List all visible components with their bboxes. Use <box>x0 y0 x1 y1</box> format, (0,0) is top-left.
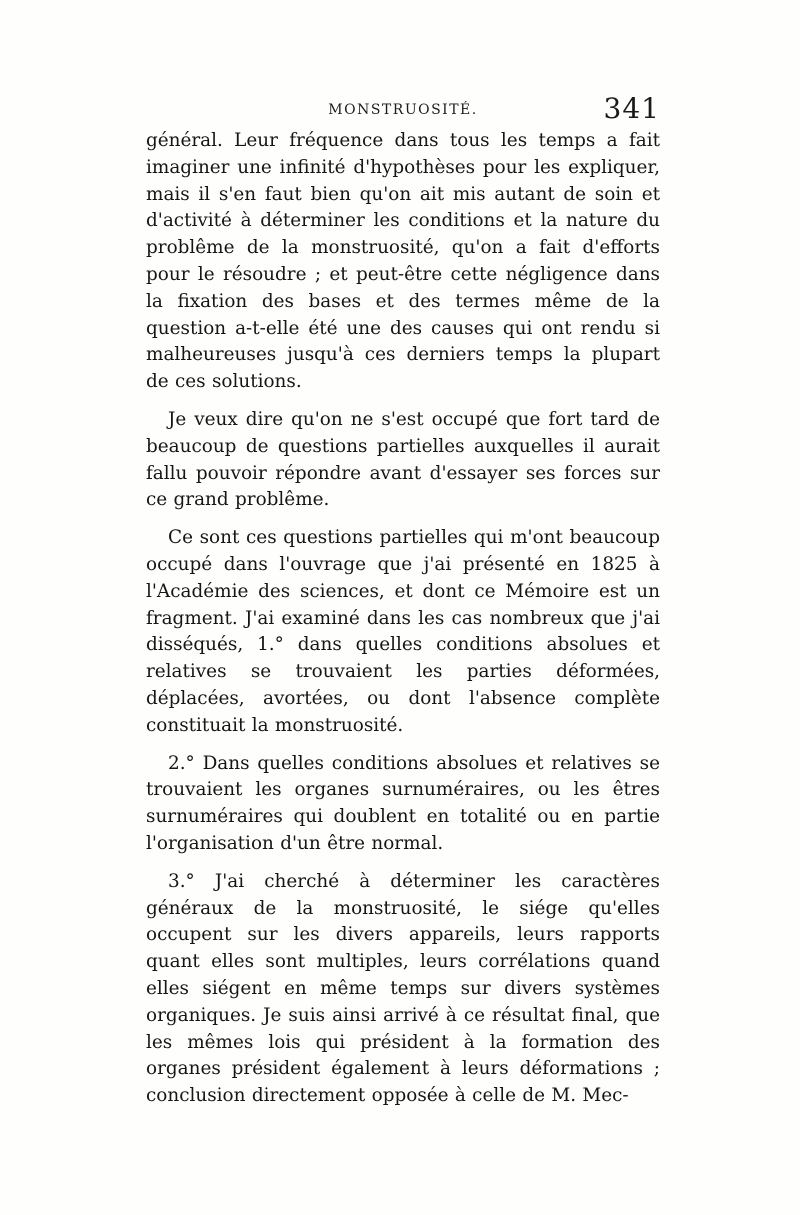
paragraph-questions-partielles: Je veux dire qu'on ne s'est occupé que fort tard de beaucoup de questions partielles auxquelles il aurait fallu pouvoir répondre avant d'essayer ses forces sur ce grand problême. <box>146 408 660 511</box>
paragraph-caracteres-generaux: 3.° J'ai cherché à déterminer les caractères généraux de la monstruosité, le siége qu'elles occupent sur les divers appareils, leurs rapports quant elles sont multiples, leurs corrélations quand elles siégent en même temps sur divers systèmes organiques. Je suis ainsi arrivé à ce résultat final, que les mêmes lois qui président à la formation des organes président également à leurs déformations ; conclusion directement opposée à celle de M. Mec- <box>146 870 660 1107</box>
paragraph-continuation: général. Leur fréquence dans tous les temps a fait imaginer une infinité d'hypothèses pour les expliquer, mais il s'en faut bien qu'on ait mis autant de soin et d'activité à déterminer les conditions et la nature du problême de la monstruosité, qu'on a fait d'efforts pour le résoudre ; et peut-être cette négligence dans la fixation des bases et des termes même de la question a-t-elle été une des causes qui ont rendu si malheureuses jusqu'à ces derniers temps la plupart de ces solutions. <box>146 130 660 393</box>
paragraph-organes-surnumeraires: 2.° Dans quelles conditions absolues et relatives se trouvaient les organes surnuméraires, ou les êtres surnuméraires qui doublent en totalité ou en partie l'organisation d'un être normal. <box>146 752 660 854</box>
running-title: MONSTRUOSITÉ. <box>328 102 478 118</box>
body-text <box>146 128 660 1110</box>
page-number: 341 <box>603 92 660 125</box>
running-header <box>146 94 660 126</box>
paragraph-ouvrage-1825: Ce sont ces questions partielles qui m'ont beaucoup occupé dans l'ouvrage que j'ai présenté en 1825 à l'Académie des sciences, et dont ce Mémoire est un fragment. J'ai examiné dans les cas nombreux que j'ai disséqués, 1.° dans quelles conditions absolues et relatives se trouvaient les parties déformées, déplacées, avortées, ou dont l'absence complète constituait la monstruosité. <box>146 527 660 736</box>
